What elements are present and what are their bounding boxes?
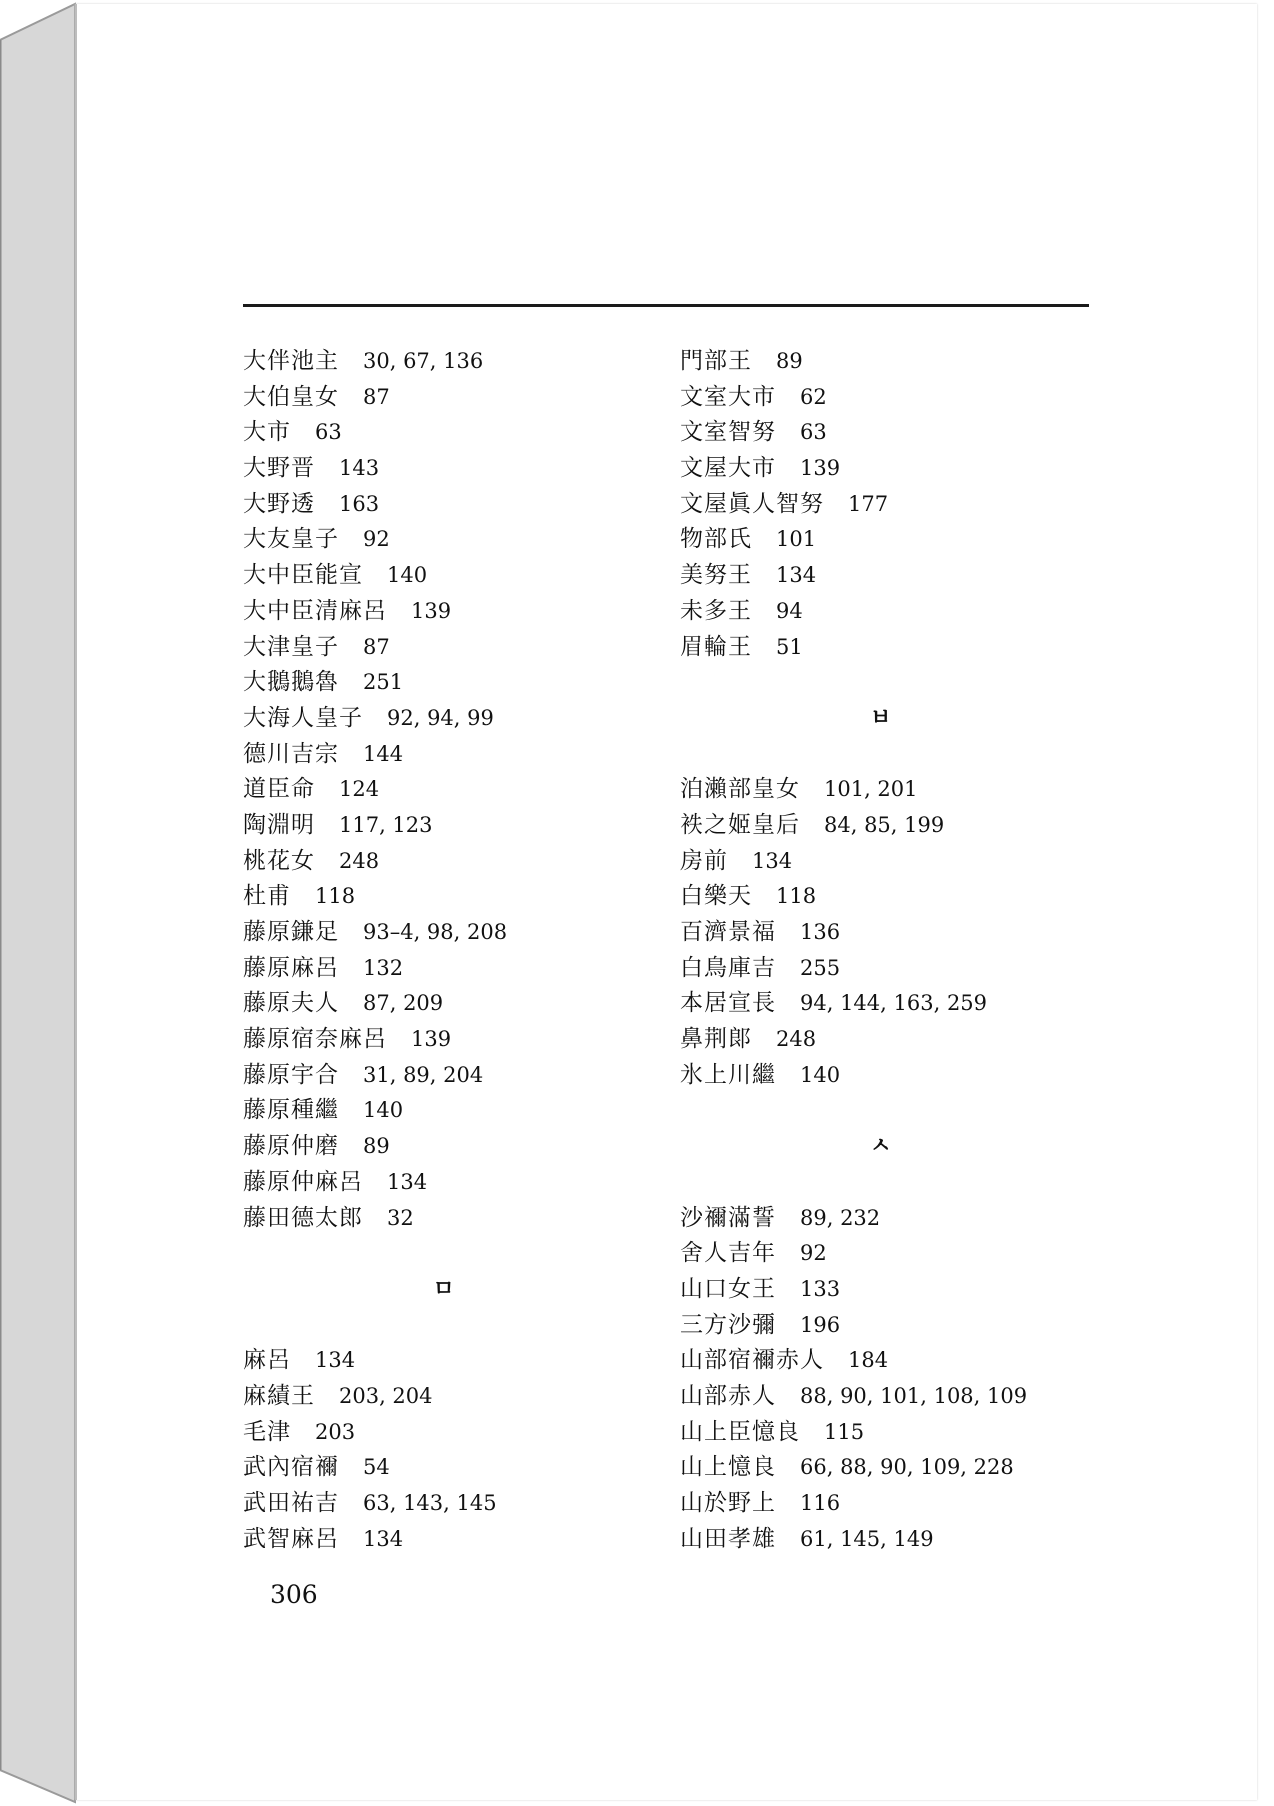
section-gap [243, 1308, 507, 1344]
index-entry-pages: 143 [339, 456, 380, 481]
index-entry-name: 山部宿禰赤人 [680, 1347, 824, 1374]
section-gap [243, 1236, 507, 1272]
index-entry-name: 山上臣憶良 [680, 1418, 800, 1445]
index-entry-pages: 30, 67, 136 [363, 349, 484, 373]
index-entry-name: 白鳥庫吉 [680, 954, 776, 981]
index-entry-pages: 184 [848, 1348, 889, 1373]
index-entry-name: 舍人吉年 [680, 1240, 776, 1267]
index-entry-name: 藤原鎌足 [243, 919, 339, 945]
index-entry [680, 1308, 1027, 1344]
index-entry-pages: 134 [752, 848, 793, 873]
index-entry [680, 380, 1027, 416]
index-entry-name: 大友皇子 [243, 526, 339, 553]
section-heading-mieum [243, 1272, 507, 1308]
index-entry [243, 1450, 507, 1486]
index-entry-name: 大中臣能宣 [243, 562, 363, 589]
index-entry-pages: 94, 144, 163, 259 [800, 991, 988, 1016]
index-entry [243, 1022, 507, 1058]
index-entry [680, 915, 1027, 951]
index-entry-name: 大鵝鵝魯 [243, 669, 339, 696]
index-entry [680, 1343, 1027, 1379]
index-entry-name: 門部王 [680, 348, 752, 374]
index-entry-pages: 116 [800, 1491, 841, 1515]
index-entry-pages: 89 [776, 349, 803, 373]
index-entry-pages: 251 [363, 670, 404, 695]
index-entry [243, 487, 507, 523]
index-entry-name: 藤田德太郎 [243, 1204, 363, 1231]
index-entry-name: 德川吉宗 [243, 740, 339, 767]
section-gap [680, 665, 1027, 701]
index-entry-name: 藤原夫人 [243, 990, 339, 1017]
index-entry-pages: 87 [363, 384, 390, 409]
index-entry-name: 沙禰滿誓 [680, 1204, 776, 1231]
index-entry [243, 986, 507, 1022]
index-entry-pages: 134 [387, 1169, 428, 1194]
index-entry-pages: 139 [411, 1027, 452, 1052]
index-entry-name: 文屋眞人智努 [680, 490, 824, 517]
index-entry-pages: 63 [315, 420, 342, 445]
index-entry-name: 山上憶良 [680, 1454, 776, 1481]
index-entry [680, 630, 1027, 666]
index-entry-name: 山部赤人 [680, 1382, 776, 1409]
index-entry-name: 陶淵明 [243, 811, 315, 838]
index-entry-pages: 101, 201 [824, 777, 918, 802]
index-entry-pages: 31, 89, 204 [363, 1062, 484, 1087]
index-entry-pages: 84, 85, 199 [824, 812, 945, 837]
index-entry-pages: 177 [848, 491, 889, 516]
index-entry [243, 772, 507, 808]
index-entry-pages: 101 [776, 527, 817, 552]
index-entry-name: 本居宣長 [680, 990, 776, 1017]
index-entry-pages: 139 [800, 456, 841, 481]
index-entry [680, 808, 1027, 844]
index-entry-pages: 132 [363, 955, 404, 980]
index-entry-pages: 115 [824, 1419, 865, 1444]
index-entry [680, 1522, 1027, 1558]
index-entry-pages: 92 [363, 527, 390, 552]
index-entry-name: 藤原宿奈麻呂 [243, 1026, 387, 1053]
index-entry-pages: 118 [315, 884, 356, 909]
index-entry-name: 三方沙彌 [680, 1311, 776, 1338]
index-entry-name: 袟之姬皇后 [680, 811, 800, 838]
index-entry-name: 大伯皇女 [243, 383, 339, 410]
index-entry-pages: 66, 88, 90, 109, 228 [800, 1455, 1014, 1480]
index-entry-name: 藤原麻呂 [243, 954, 339, 981]
index-entry-pages: 134 [363, 1526, 404, 1551]
index-entry-name: 麻呂 [243, 1347, 291, 1374]
index-entry-pages: 92, 94, 99 [387, 705, 494, 730]
index-entry-name: 大野透 [243, 490, 315, 517]
index-entry [243, 879, 507, 915]
index-entry-pages: 93–4, 98, 208 [363, 920, 508, 944]
page-number: 306 [270, 1580, 318, 1609]
index-entry [243, 951, 507, 987]
index-entry-name: 大中臣清麻呂 [243, 597, 387, 624]
index-entry [243, 1165, 507, 1201]
index-entry [680, 1486, 1027, 1522]
index-entry [680, 1201, 1027, 1237]
index-entry-pages: 248 [339, 848, 380, 873]
index-entry-pages: 136 [800, 920, 841, 944]
index-entry-pages: 133 [800, 1276, 841, 1301]
right-entries [680, 344, 1027, 665]
index-entry-pages: 63, 143, 145 [363, 1491, 497, 1515]
index-entry-pages: 32 [387, 1205, 414, 1230]
index-entry [243, 594, 507, 630]
index-entry-name: 大津皇子 [243, 633, 339, 660]
index-entry-name: 氷上川繼 [680, 1061, 776, 1088]
index-entry [243, 380, 507, 416]
index-entry-name: 美努王 [680, 562, 752, 589]
header-rule [243, 304, 1089, 307]
index-entry-name: 眉輪王 [680, 633, 752, 660]
right-entries-after [680, 1201, 1027, 1558]
index-entry-name: 道臣命 [243, 776, 315, 803]
index-entry [243, 844, 507, 880]
index-entry-pages: 118 [776, 884, 817, 909]
index-entry [680, 558, 1027, 594]
index-entry-pages: 87 [363, 634, 390, 659]
index-entry [243, 1201, 507, 1237]
index-entry-name: 藤原仲麻呂 [243, 1168, 363, 1195]
index-entry [243, 1486, 507, 1522]
index-entry-name: 杜甫 [243, 883, 291, 910]
index-entry [243, 701, 507, 737]
index-entry-pages: 51 [776, 634, 803, 659]
index-entry [680, 451, 1027, 487]
index-entry-name: 白樂天 [680, 883, 752, 910]
index-entry-pages: 196 [800, 1312, 841, 1337]
index-entry [680, 1236, 1027, 1272]
index-entry-name: 文屋大市 [680, 455, 776, 482]
index-entry [680, 879, 1027, 915]
index-entry-name: 武內宿禰 [243, 1454, 339, 1481]
section-gap [680, 1165, 1027, 1201]
index-entry-pages: 255 [800, 955, 841, 980]
index-entry [243, 915, 507, 951]
index-entry-name: 藤原仲磨 [243, 1133, 339, 1160]
index-entry-name: 物部氏 [680, 526, 752, 553]
index-entry [243, 1093, 507, 1129]
index-entry [243, 808, 507, 844]
index-entry [680, 951, 1027, 987]
index-entry [680, 772, 1027, 808]
right-entries-mid [680, 772, 1027, 1093]
index-entry-name: 藤原種繼 [243, 1097, 339, 1124]
index-entry-name: 百濟景福 [680, 919, 776, 945]
index-entry [243, 1379, 507, 1415]
index-entry [243, 630, 507, 666]
index-entry [243, 558, 507, 594]
index-entry-pages: 89, 232 [800, 1205, 881, 1230]
index-entry-name: 山於野上 [680, 1490, 776, 1516]
book-spine-face [0, 4, 75, 1802]
index-entry-pages: 140 [363, 1098, 404, 1123]
index-entry [243, 1343, 507, 1379]
section-heading-label: ㅅ [870, 1133, 892, 1160]
index-entry-name: 文室大市 [680, 383, 776, 410]
index-entry-name: 藤原宇合 [243, 1061, 339, 1088]
index-entry-name: 武智麻呂 [243, 1525, 339, 1552]
index-entry [680, 1272, 1027, 1308]
index-entry [243, 665, 507, 701]
index-entry [243, 1058, 507, 1094]
index-column-left [243, 344, 507, 1557]
index-entry-pages: 144 [363, 741, 404, 766]
index-entry-pages: 117, 123 [339, 812, 433, 837]
index-entry [243, 1129, 507, 1165]
index-entry [680, 1415, 1027, 1451]
index-entry [680, 594, 1027, 630]
index-entry [243, 344, 507, 380]
index-entry [243, 522, 507, 558]
index-entry [680, 1450, 1027, 1486]
index-entry [243, 1415, 507, 1451]
index-entry-pages: 92 [800, 1241, 827, 1266]
index-entry-name: 大市 [243, 419, 291, 446]
index-entry-pages: 94 [776, 598, 803, 623]
index-entry [243, 415, 507, 451]
index-entry-pages: 139 [411, 598, 452, 623]
left-entries-after [243, 1343, 507, 1557]
index-entry-name: 武田祐吉 [243, 1490, 339, 1516]
index-entry-pages: 248 [776, 1027, 817, 1052]
index-entry-pages: 89 [363, 1134, 390, 1159]
index-entry-pages: 61, 145, 149 [800, 1526, 934, 1551]
index-entry [680, 986, 1027, 1022]
index-entry-pages: 63 [800, 420, 827, 445]
index-entry-pages: 62 [800, 384, 827, 409]
index-entry-name: 大伴池主 [243, 348, 339, 374]
index-entry-pages: 163 [339, 491, 380, 516]
section-gap [680, 1093, 1027, 1129]
section-heading-siot [680, 1129, 1027, 1165]
index-entry [680, 1058, 1027, 1094]
index-entry-pages: 124 [339, 777, 380, 802]
index-entry-pages: 203, 204 [339, 1383, 433, 1408]
index-entry-name: 桃花女 [243, 847, 315, 874]
index-entry-pages: 203 [315, 1419, 356, 1444]
index-entry-pages: 54 [363, 1455, 390, 1480]
index-entry [680, 415, 1027, 451]
section-heading-bieup [680, 701, 1027, 737]
index-entry-pages: 134 [315, 1348, 356, 1373]
index-entry [243, 737, 507, 773]
index-entry-pages: 88, 90, 101, 108, 109 [800, 1383, 1028, 1408]
index-entry-name: 麻績王 [243, 1382, 315, 1409]
index-entry-name: 未多王 [680, 597, 752, 624]
index-entry [680, 344, 1027, 380]
section-gap [680, 737, 1027, 773]
index-entry [243, 451, 507, 487]
index-entry-name: 房前 [680, 847, 728, 874]
index-entry-pages: 87, 209 [363, 991, 444, 1016]
index-column-right [680, 344, 1027, 1557]
index-entry [680, 522, 1027, 558]
index-entry-pages: 134 [776, 563, 817, 588]
index-entry-name: 大海人皇子 [243, 704, 363, 731]
index-entry-name: 泊瀨部皇女 [680, 776, 800, 803]
index-entry-name: 山口女王 [680, 1275, 776, 1302]
index-entry-name: 山田孝雄 [680, 1525, 776, 1552]
section-heading-label: ㅂ [870, 704, 892, 731]
index-entry [243, 1522, 507, 1558]
index-entry [680, 487, 1027, 523]
index-entry [680, 844, 1027, 880]
index-entry-name: 大野晋 [243, 455, 315, 482]
index-entry-name: 毛津 [243, 1418, 291, 1445]
index-entry-name: 文室智努 [680, 419, 776, 446]
left-entries [243, 344, 507, 1236]
index-entry-pages: 140 [800, 1062, 841, 1087]
index-entry [680, 1022, 1027, 1058]
section-heading-label: ㅁ [433, 1275, 455, 1302]
index-entry-name: 鼻荆郞 [680, 1026, 752, 1053]
index-entry-pages: 140 [387, 563, 428, 588]
index-entry [680, 1379, 1027, 1415]
